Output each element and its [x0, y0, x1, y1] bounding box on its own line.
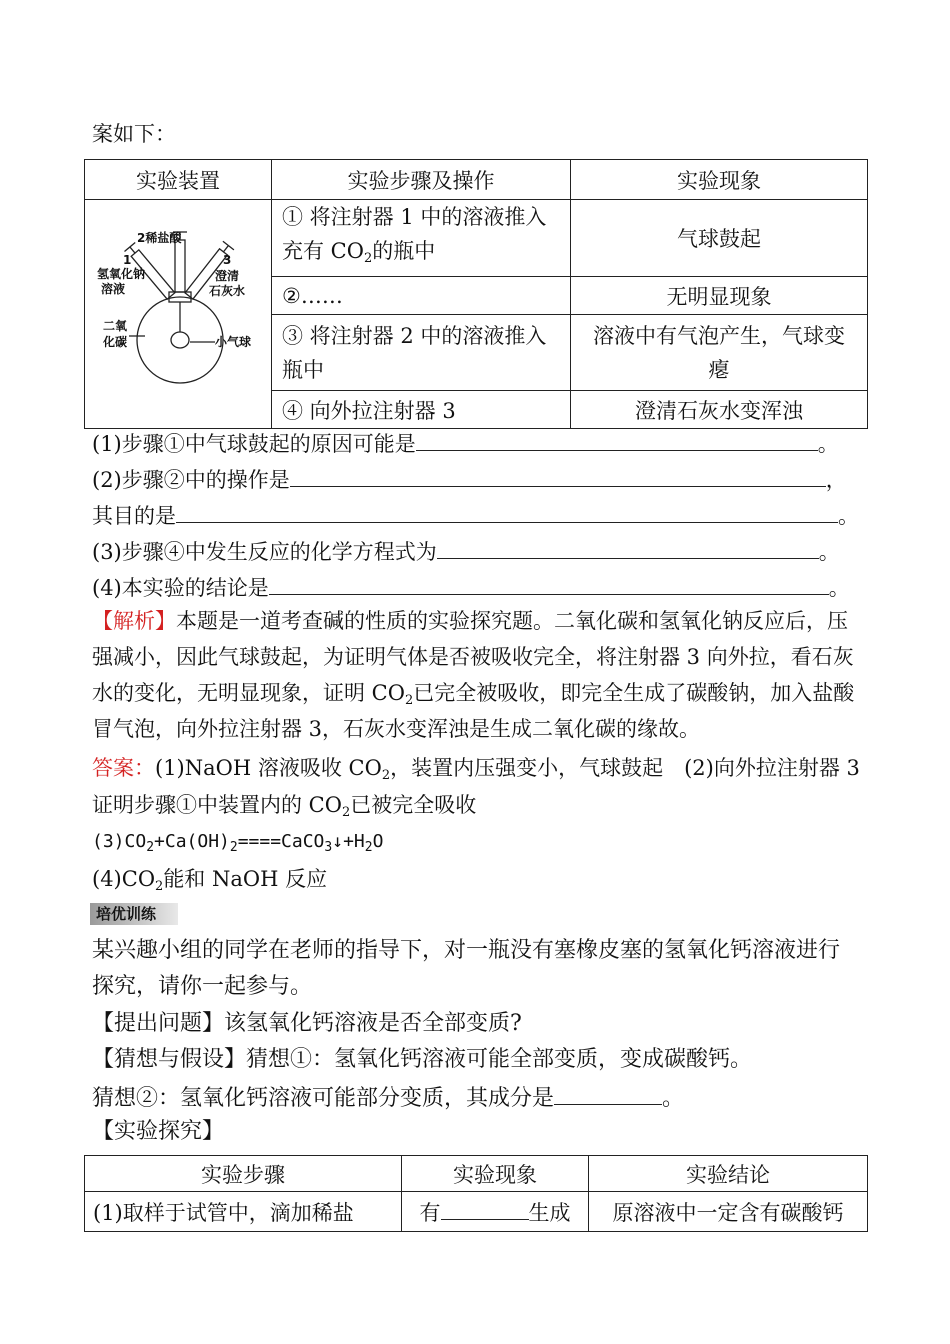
practice-line-3: 【提出问题】该氢氧化钙溶液是否全部变质? — [92, 1011, 522, 1036]
step-3: ③ 将注射器 2 中的溶液推入 瓶中 — [272, 315, 571, 391]
label-balloon: 小气球 — [215, 335, 252, 349]
result-2: 无明显现象 — [571, 277, 868, 315]
analysis-line-2: 强减小，因此气球鼓起，为证明气体是否被吸收完全，将注射器 3 向外拉，看石灰 — [92, 645, 854, 669]
label-syringe1-b: 溶液 — [101, 282, 126, 296]
answer-blank-3[interactable] — [437, 536, 819, 559]
answer-line-1: 答案：(1)NaOH 溶液吸收 $CO_2$，装置内压强变小，气球鼓起 (2)向外拉注射器 3 — [92, 756, 860, 783]
analysis-label: 【解析】 — [92, 609, 176, 633]
row-step: (1)取样于试管中，滴加稀盐 — [85, 1192, 402, 1232]
question-4: (4)本实验的结论是 。 — [92, 572, 850, 602]
answer-line-2: 证明步骤①中装置内的 $CO_2$已被完全吸收 — [92, 793, 477, 820]
label-syringe3-a: 澄清 — [215, 269, 240, 283]
label-syringe3-num: 3 — [223, 253, 232, 267]
header-apparatus: 实验装置 — [85, 160, 272, 200]
experiment-table — [84, 159, 868, 429]
label-syringe2: 2稀盐酸 — [137, 231, 182, 245]
practice-line-5: 猜想②：氢氧化钙溶液可能部分变质，其成分是 。 — [92, 1082, 684, 1113]
label-co2-b: 化碳 — [103, 335, 128, 349]
answer-blank-4[interactable] — [269, 572, 829, 595]
header-step: 实验步骤 — [85, 1156, 402, 1192]
practice-line-6: 【实验探究】 — [92, 1119, 225, 1144]
header-phenomenon: 实验现象 — [402, 1156, 589, 1192]
answer-blank-phenomenon[interactable] — [441, 1197, 529, 1220]
label-syringe1-num: 1 — [123, 253, 132, 267]
intro-text: 案如下： — [92, 122, 176, 146]
row-conclusion: 原溶液中一定含有碳酸钙 — [589, 1192, 868, 1232]
answer-blank-guess2[interactable] — [554, 1082, 662, 1105]
answer-blank-2b[interactable] — [176, 500, 838, 523]
analysis-line-4: 冒气泡，向外拉注射器 3，石灰水变浑浊是生成二氧化碳的缘故。 — [92, 717, 701, 741]
label-co2-a: 二氧 — [103, 319, 128, 333]
answer-line-4: $(4)CO_2$能和 NaOH 反应 — [92, 867, 328, 894]
header-phenomena: 实验现象 — [571, 160, 868, 200]
question-2: (2)步骤②中的操作是 ， — [92, 464, 847, 494]
balloon — [171, 332, 189, 348]
answer-blank-1[interactable] — [416, 428, 818, 451]
step-1: ① 将注射器 1 中的溶液推入 充有 $CO_2$的瓶中 — [272, 200, 571, 277]
label-syringe1-a: 氢氧化钠 — [97, 267, 146, 281]
analysis-line-3: 水的变化，无明显现象，证明 $CO_2$已完全被吸收，即完全生成了碳酸钠，加入盐酸 — [92, 681, 855, 708]
analysis-line-1: 【解析】本题是一道考查碱的性质的实验探究题。二氧化碳和氢氧化钠反应后，压 — [92, 609, 848, 633]
question-2b: 其目的是 。 — [92, 500, 859, 530]
result-1: 气球鼓起 — [571, 200, 868, 277]
answer-line-3: $(3)CO_2+Ca(OH)_2====CaCO_3↓+H_2O$ — [92, 831, 384, 855]
row-phenomenon: 有 生成 — [402, 1192, 589, 1232]
apparatus-diagram-cell — [85, 200, 272, 429]
label-syringe3-b: 石灰水 — [209, 284, 246, 298]
practice-line-4: 【猜想与假设】猜想①：氢氧化钙溶液可能全部变质，变成碳酸钙。 — [92, 1047, 753, 1072]
section-tag: 培优训练 — [90, 903, 178, 925]
question-3: (3)步骤④中发生反应的化学方程式为 。 — [92, 536, 840, 566]
answer-label: 答案： — [92, 756, 155, 780]
step-2: ②…… — [272, 277, 571, 315]
result-4: 澄清石灰水变浑浊 — [571, 391, 868, 429]
header-conclusion: 实验结论 — [589, 1156, 868, 1192]
practice-line-1: 某兴趣小组的同学在老师的指导下，对一瓶没有塞橡皮塞的氢氧化钙溶液进行 — [92, 938, 841, 963]
question-1: (1)步骤①中气球鼓起的原因可能是 。 — [92, 428, 839, 458]
practice-line-2: 探究，请你一起参与。 — [92, 974, 313, 999]
header-steps: 实验步骤及操作 — [272, 160, 571, 200]
syringe-2 — [175, 240, 185, 292]
apparatus-diagram — [85, 200, 271, 422]
result-3: 溶液中有气泡产生，气球变 瘪 — [571, 315, 868, 391]
exploration-table — [84, 1155, 868, 1232]
answer-blank-2[interactable] — [290, 464, 826, 487]
step-4: ④ 向外拉注射器 3 — [272, 391, 571, 429]
